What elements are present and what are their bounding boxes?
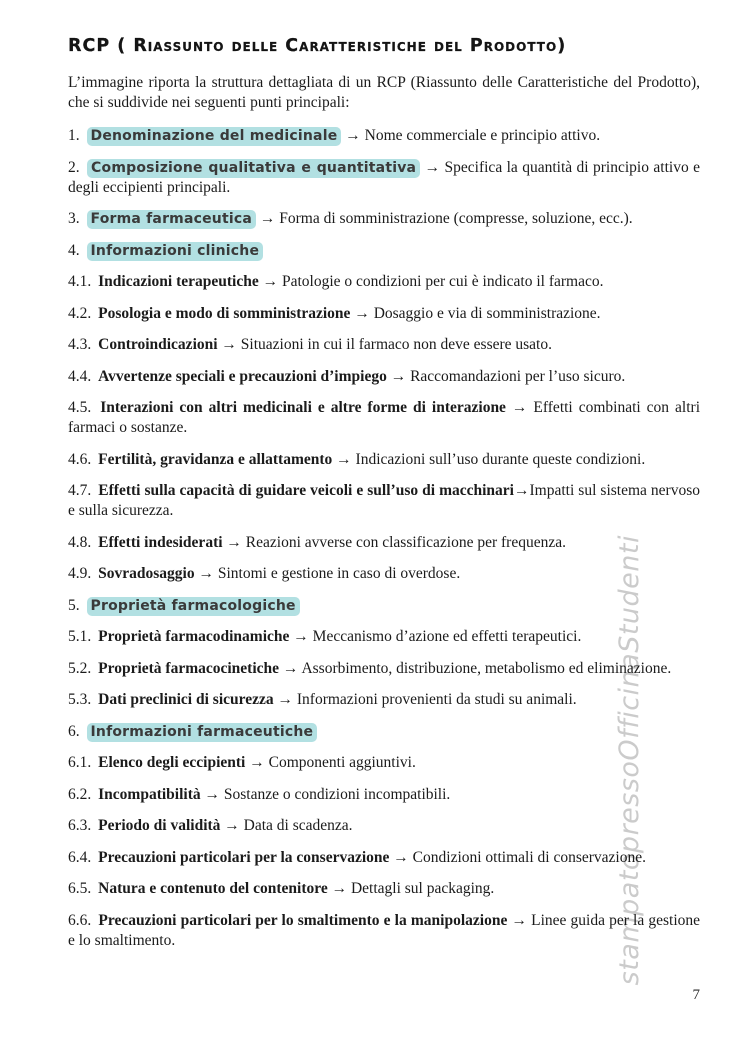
item-description: Forma di somministrazione (compresse, soluzione, ecc.). <box>279 210 633 227</box>
item-description: Raccomandazioni per l’uso sicuro. <box>410 367 626 385</box>
item-description: Condizioni ottimali di conservazione. <box>412 848 646 866</box>
item-description: Assorbimento, distribuzione, metabolismo ed eliminazione. <box>301 659 672 677</box>
item-number: 6.6. <box>68 911 96 929</box>
item-number: 4.3. <box>68 336 96 353</box>
arrow-icon: → <box>332 450 356 468</box>
item-description: Dosaggio e via di somministrazione. <box>373 304 601 322</box>
item-description: Dettagli sul packaging. <box>350 880 495 897</box>
document-content <box>68 36 700 962</box>
item-heading: Proprietà farmacodinamiche <box>98 628 290 645</box>
list-item <box>68 659 700 679</box>
item-number: 4.7. <box>68 482 96 499</box>
list-item <box>68 911 700 951</box>
item-heading: Fertilità, gravidanza e allattamento <box>98 450 333 468</box>
list-item <box>68 367 700 387</box>
intro-paragraph: L’immagine riporta la struttura dettagliata di un RCP (Riassunto delle Caratteristiche del Prodotto), che si suddivide nei seguenti punti principali: <box>68 74 700 111</box>
list-item <box>68 879 700 899</box>
arrow-icon: → <box>245 754 269 771</box>
item-number: 4. <box>68 241 84 259</box>
arrow-icon: → <box>220 817 244 834</box>
item-number: 2. <box>68 158 85 176</box>
arrow-icon: → <box>289 628 313 645</box>
list-item <box>68 398 700 438</box>
arrow-icon: → <box>273 691 297 708</box>
arrow-icon: → <box>389 848 413 866</box>
list-item <box>68 335 700 355</box>
item-heading: Denominazione del medicinale <box>87 127 342 146</box>
item-heading: Posologia e modo di somministrazione <box>98 304 351 322</box>
arrow-icon: → <box>514 482 530 499</box>
item-heading: Interazioni con altri medicinali e altre forme di interazione <box>100 399 506 416</box>
item-number: 6.3. <box>68 817 96 834</box>
item-number: 6.1. <box>68 754 96 771</box>
list-item <box>68 126 700 146</box>
item-number: 6.5. <box>68 880 96 897</box>
list-item <box>68 785 700 805</box>
item-number: 5.1. <box>68 628 96 645</box>
list-item <box>68 848 700 868</box>
item-heading: Proprietà farmacologiche <box>87 597 300 616</box>
item-number: 4.8. <box>68 533 96 551</box>
item-heading: Informazioni cliniche <box>87 242 264 261</box>
item-description: Sostanze o condizioni incompatibili. <box>223 785 451 803</box>
list-item <box>68 564 700 584</box>
list-item <box>68 816 700 836</box>
item-number: 4.1. <box>68 273 96 290</box>
item-description: Sintomi e gestione in caso di overdose. <box>217 565 461 582</box>
item-description: Effetti combinati con altri farmaci o sostanze. <box>68 399 701 436</box>
item-description: Componenti aggiuntivi. <box>268 754 416 771</box>
arrow-icon: → <box>327 880 351 897</box>
page-number: 7 <box>692 987 700 1003</box>
list-item <box>68 753 700 773</box>
arrow-icon: → <box>194 565 218 582</box>
item-heading: Precauzioni particolari per lo smaltimento e la manipolazione <box>98 911 508 929</box>
page-title: RCP ( Riassunto delle Caratteristiche del Prodotto) <box>68 36 567 56</box>
item-heading: Effetti indesiderati <box>98 533 223 551</box>
list-item <box>68 627 700 647</box>
item-description: Specifica la quantità di principio attivo e degli eccipienti principali. <box>68 158 700 196</box>
item-heading: Composizione qualitativa e quantitativa <box>87 159 420 178</box>
rcp-list <box>68 126 700 951</box>
item-heading: Natura e contenuto del contenitore <box>98 880 328 897</box>
item-description: Impatti sul sistema nervoso e sulla sicurezza. <box>68 482 701 519</box>
item-description: Situazioni in cui il farmaco non deve essere usato. <box>240 336 552 353</box>
arrow-icon: → <box>200 785 224 803</box>
item-description: Meccanismo d’azione ed effetti terapeutici. <box>312 628 582 645</box>
list-item <box>68 690 700 710</box>
item-heading: Forma farmaceutica <box>87 210 257 229</box>
item-heading: Incompatibilità <box>98 785 201 803</box>
arrow-icon: → <box>420 158 445 176</box>
arrow-icon: → <box>341 127 365 144</box>
list-item <box>68 481 700 521</box>
item-number: 4.5. <box>68 399 98 416</box>
item-number: 4.9. <box>68 565 96 582</box>
list-item <box>68 304 700 324</box>
list-item <box>68 158 700 198</box>
list-item <box>68 241 700 261</box>
item-description: Reazioni avverse con classificazione per frequenza. <box>245 533 566 551</box>
item-description: Linee guida per la gestione e lo smaltimento. <box>68 911 701 949</box>
item-heading: Effetti sulla capacità di guidare veicoli e sull’uso di macchinari <box>98 482 514 499</box>
arrow-icon: → <box>279 659 302 677</box>
item-description: Informazioni provenienti da studi su animali. <box>296 691 577 708</box>
list-item <box>68 533 700 553</box>
arrow-icon: → <box>258 273 282 290</box>
arrow-icon: → <box>256 210 280 227</box>
item-number: 5. <box>68 596 84 614</box>
arrow-icon: → <box>505 399 534 416</box>
list-item <box>68 596 700 616</box>
item-number: 1. <box>68 127 84 144</box>
item-heading: Proprietà farmacocinetiche <box>98 659 280 677</box>
item-number: 4.6. <box>68 450 96 468</box>
item-heading: Periodo di validità <box>98 817 221 834</box>
item-heading: Controindicazioni <box>98 336 218 353</box>
list-item <box>68 209 700 229</box>
item-number: 6.2. <box>68 785 96 803</box>
item-heading: Informazioni farmaceutiche <box>87 723 318 742</box>
arrow-icon: → <box>222 533 246 551</box>
item-description: Patologie o condizioni per cui è indicato il farmaco. <box>281 273 604 290</box>
item-description: Nome commerciale e principio attivo. <box>364 127 601 144</box>
item-heading: Elenco degli eccipienti <box>98 754 246 771</box>
item-number: 6. <box>68 722 84 740</box>
item-number: 6.4. <box>68 848 96 866</box>
item-number: 4.4. <box>68 367 96 385</box>
item-number: 5.2. <box>68 659 96 677</box>
item-heading: Indicazioni terapeutiche <box>98 273 259 290</box>
arrow-icon: → <box>386 367 411 385</box>
list-item <box>68 272 700 292</box>
arrow-icon: → <box>350 304 374 322</box>
arrow-icon: → <box>507 911 532 929</box>
item-heading: Dati preclinici di sicurezza <box>98 691 274 708</box>
arrow-icon: → <box>217 336 241 353</box>
list-item <box>68 722 700 742</box>
item-number: 4.2. <box>68 304 96 322</box>
item-number: 3. <box>68 210 84 227</box>
item-heading: Avvertenze speciali e precauzioni d’impiego <box>98 367 387 385</box>
item-heading: Sovradosaggio <box>98 565 195 582</box>
item-number: 5.3. <box>68 691 96 708</box>
item-description: Data di scadenza. <box>243 817 353 834</box>
item-description: Indicazioni sull’uso durante queste condizioni. <box>355 450 646 468</box>
item-heading: Precauzioni particolari per la conservazione <box>98 848 390 866</box>
list-item <box>68 450 700 470</box>
watermark: stampatopressoOfficinaStudenti <box>614 535 645 986</box>
